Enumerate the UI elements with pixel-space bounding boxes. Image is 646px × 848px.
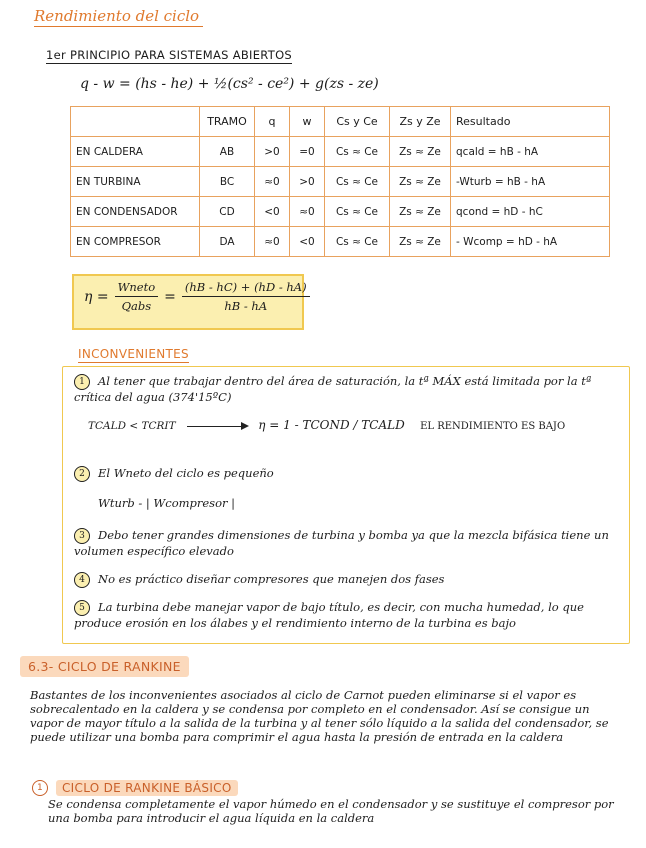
table-cell: ≈0 [255, 167, 290, 197]
fraction-denominator: Qabs [121, 299, 152, 313]
table-row [71, 227, 610, 257]
fraction-denominator: hB - hA [224, 299, 268, 313]
table-cell: ≈0 [290, 197, 325, 227]
table-row [71, 137, 610, 167]
rankine-basico-label: CICLO DE RANKINE BÁSICO [56, 780, 238, 796]
table-cell: BC [200, 167, 255, 197]
table-header: Cs y Ce [325, 107, 390, 137]
table-cell: ≈0 [255, 227, 290, 257]
item-text: La turbina debe manejar vapor de bajo título, es decir, con mucha humedad, lo que produce erosión en los álabes y el rendimiento interno de la turbina es bajo [74, 600, 584, 630]
table-cell: =0 [290, 137, 325, 167]
rankine-basico-text: Se condensa completamente el vapor húmedo en el condensador y se sustituye el compresor por una bomba para introducir el agua líquida en la caldera [48, 797, 614, 825]
table-cell: Cs ≈ Ce [325, 227, 390, 257]
number-badge: 1 [32, 780, 48, 796]
number-badge: 3 [74, 528, 90, 544]
table-header: Zs y Ze [390, 107, 451, 137]
inconveniente-item-5 [74, 600, 622, 630]
section-subtitle: 1er PRINCIPIO PARA SISTEMAS ABIERTOS [46, 48, 293, 62]
table-header: w [290, 107, 325, 137]
table-cell: EN CALDERA [71, 137, 200, 167]
inconveniente-item-3 [74, 528, 622, 558]
table-cell: Cs ≈ Ce [325, 167, 390, 197]
table-cell: qcald = hB - hA [451, 137, 610, 167]
energy-equation: q - w = (hs - he) + ½(cs² - ce²) + g(zs - ze) [80, 76, 379, 92]
table-header: Resultado [451, 107, 610, 137]
table-header [71, 107, 200, 137]
rankine-basico-heading [32, 780, 238, 796]
item-text: No es práctico diseñar compresores que manejen dos fases [98, 572, 445, 586]
number-badge: 2 [74, 466, 90, 482]
table-cell: qcond = hD - hC [451, 197, 610, 227]
table-cell: -Wturb = hB - hA [451, 167, 610, 197]
fraction-numerator: Wneto [115, 280, 159, 297]
work-expression: Wturb - | Wcompresor | [98, 496, 236, 510]
rankine-section-heading: 6.3- CICLO DE RANKINE [20, 656, 189, 677]
table-cell: Zs ≈ Ze [390, 137, 451, 167]
number-badge: 4 [74, 572, 90, 588]
item-text: El Wneto del ciclo es pequeño [98, 466, 274, 480]
table-cell: DA [200, 227, 255, 257]
table-cell: Cs ≈ Ce [325, 197, 390, 227]
table-cell: >0 [290, 167, 325, 197]
efficiency-fraction-1 [115, 280, 159, 313]
table-cell: CD [200, 197, 255, 227]
carnot-formula: η = 1 - TCOND / TCALD [258, 418, 405, 432]
inconvenientes-heading: INCONVENIENTES [78, 347, 189, 361]
table-header: q [255, 107, 290, 137]
efficiency-formula [84, 280, 316, 313]
table-cell: <0 [290, 227, 325, 257]
table-header: TRAMO [200, 107, 255, 137]
efficiency-lhs: η = [84, 288, 109, 305]
rankine-paragraph: Bastantes de los inconvenientes asociados al ciclo de Carnot pueden eliminarse si el vapor es sobrecalentado en la caldera y se condensa por completo en el condensador. Así se consigue un vapor de mayor título a la salida de la turbina y al tener sólo líquido a la salida del condensador, se puede utilizar una bomba para comprimir el agua hasta la presión de entrada en la caldera [30, 688, 609, 744]
table-row [71, 197, 610, 227]
inconveniente-item-4 [74, 572, 622, 588]
efficiency-equals: = [164, 288, 176, 305]
table-cell: EN TURBINA [71, 167, 200, 197]
table-header-row [71, 107, 610, 137]
table-cell: <0 [255, 197, 290, 227]
item-sub-line [74, 418, 622, 434]
temperature-condition: TCALD < TCRIT [88, 420, 176, 432]
table-cell: >0 [255, 137, 290, 167]
table-cell: Cs ≈ Ce [325, 137, 390, 167]
table-cell: AB [200, 137, 255, 167]
table-cell: - Wcomp = hD - hA [451, 227, 610, 257]
number-badge: 1 [74, 374, 90, 390]
efficiency-fraction-2 [182, 280, 310, 313]
table-cell: Zs ≈ Ze [390, 167, 451, 197]
number-badge: 5 [74, 600, 90, 616]
tramos-table [70, 106, 610, 257]
inconveniente-item-2 [74, 466, 622, 510]
fraction-numerator: (hB - hC) + (hD - hA) [182, 280, 310, 297]
table-cell: EN COMPRESOR [71, 227, 200, 257]
inconveniente-item-1 [74, 374, 622, 434]
page-title: Rendimiento del ciclo [34, 6, 203, 27]
table-cell: Zs ≈ Ze [390, 197, 451, 227]
item-text: Al tener que trabajar dentro del área de saturación, la tª MÁX está limitada por la tª crítica del agua (374'15ºC) [74, 374, 592, 404]
table-row [71, 167, 610, 197]
low-efficiency-note: EL RENDIMIENTO ES BAJO [420, 421, 566, 432]
arrow-right-icon [187, 426, 247, 427]
item-text: Debo tener grandes dimensiones de turbina y bomba ya que la mezcla bifásica tiene un volumen específico elevado [74, 528, 609, 558]
table-cell: EN CONDENSADOR [71, 197, 200, 227]
table-cell: Zs ≈ Ze [390, 227, 451, 257]
